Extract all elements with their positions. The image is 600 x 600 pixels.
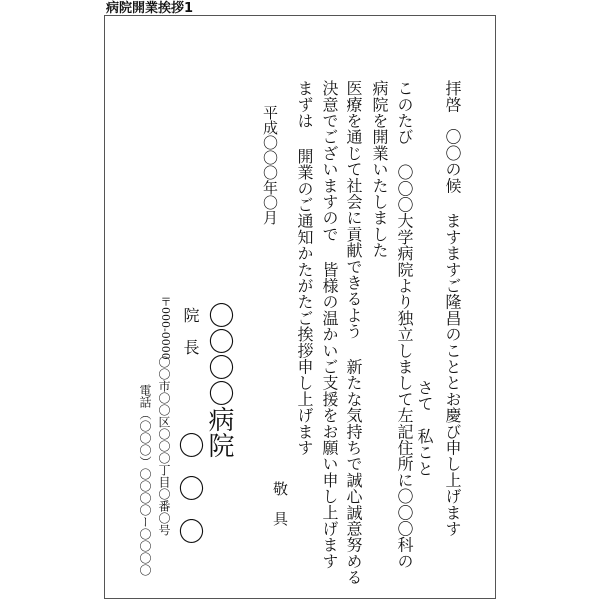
letter-line-greeting: 拝啓 〇〇の候 ますますご隆昌のこととお慶び申し上げます [443,80,462,537]
director-title: 院 長 [181,307,200,355]
phone-line: 電話（〇〇〇）〇〇〇〇ー〇〇〇〇 [138,384,152,576]
letter-line-4: 病院を開業いたしました [370,80,389,259]
letter-line-7: まずは 開業のご通知かたがたご挨拶申し上げます [295,80,314,456]
address-line: 〇〇市〇〇区〇〇〇丁目〇番〇号 [157,356,171,536]
document-title: 病院開業挨拶1 [106,1,194,16]
letter-line-3: このたび 〇〇〇大学病院より独立しまして左記住所に〇〇〇科の [395,80,414,569]
letter-line-6: 決意でございますので 皆様の温かいご支援をお願い申し上げます [320,80,339,569]
letter-card [104,15,496,599]
letter-line-5: 医療を通じて社会に貢献できるよう 新たな気持ちで誠心誠意努める [344,80,363,586]
closing-keigu: 敬 具 [271,481,289,526]
postal-code: 〒000-0000 [159,296,172,360]
letter-line-sate: さて 私こと [415,120,434,477]
director-name: 〇〇〇 [174,432,204,561]
hospital-name: 〇〇〇〇病院 [204,302,234,458]
date-line: 平成〇〇〇年〇月 [261,105,279,225]
